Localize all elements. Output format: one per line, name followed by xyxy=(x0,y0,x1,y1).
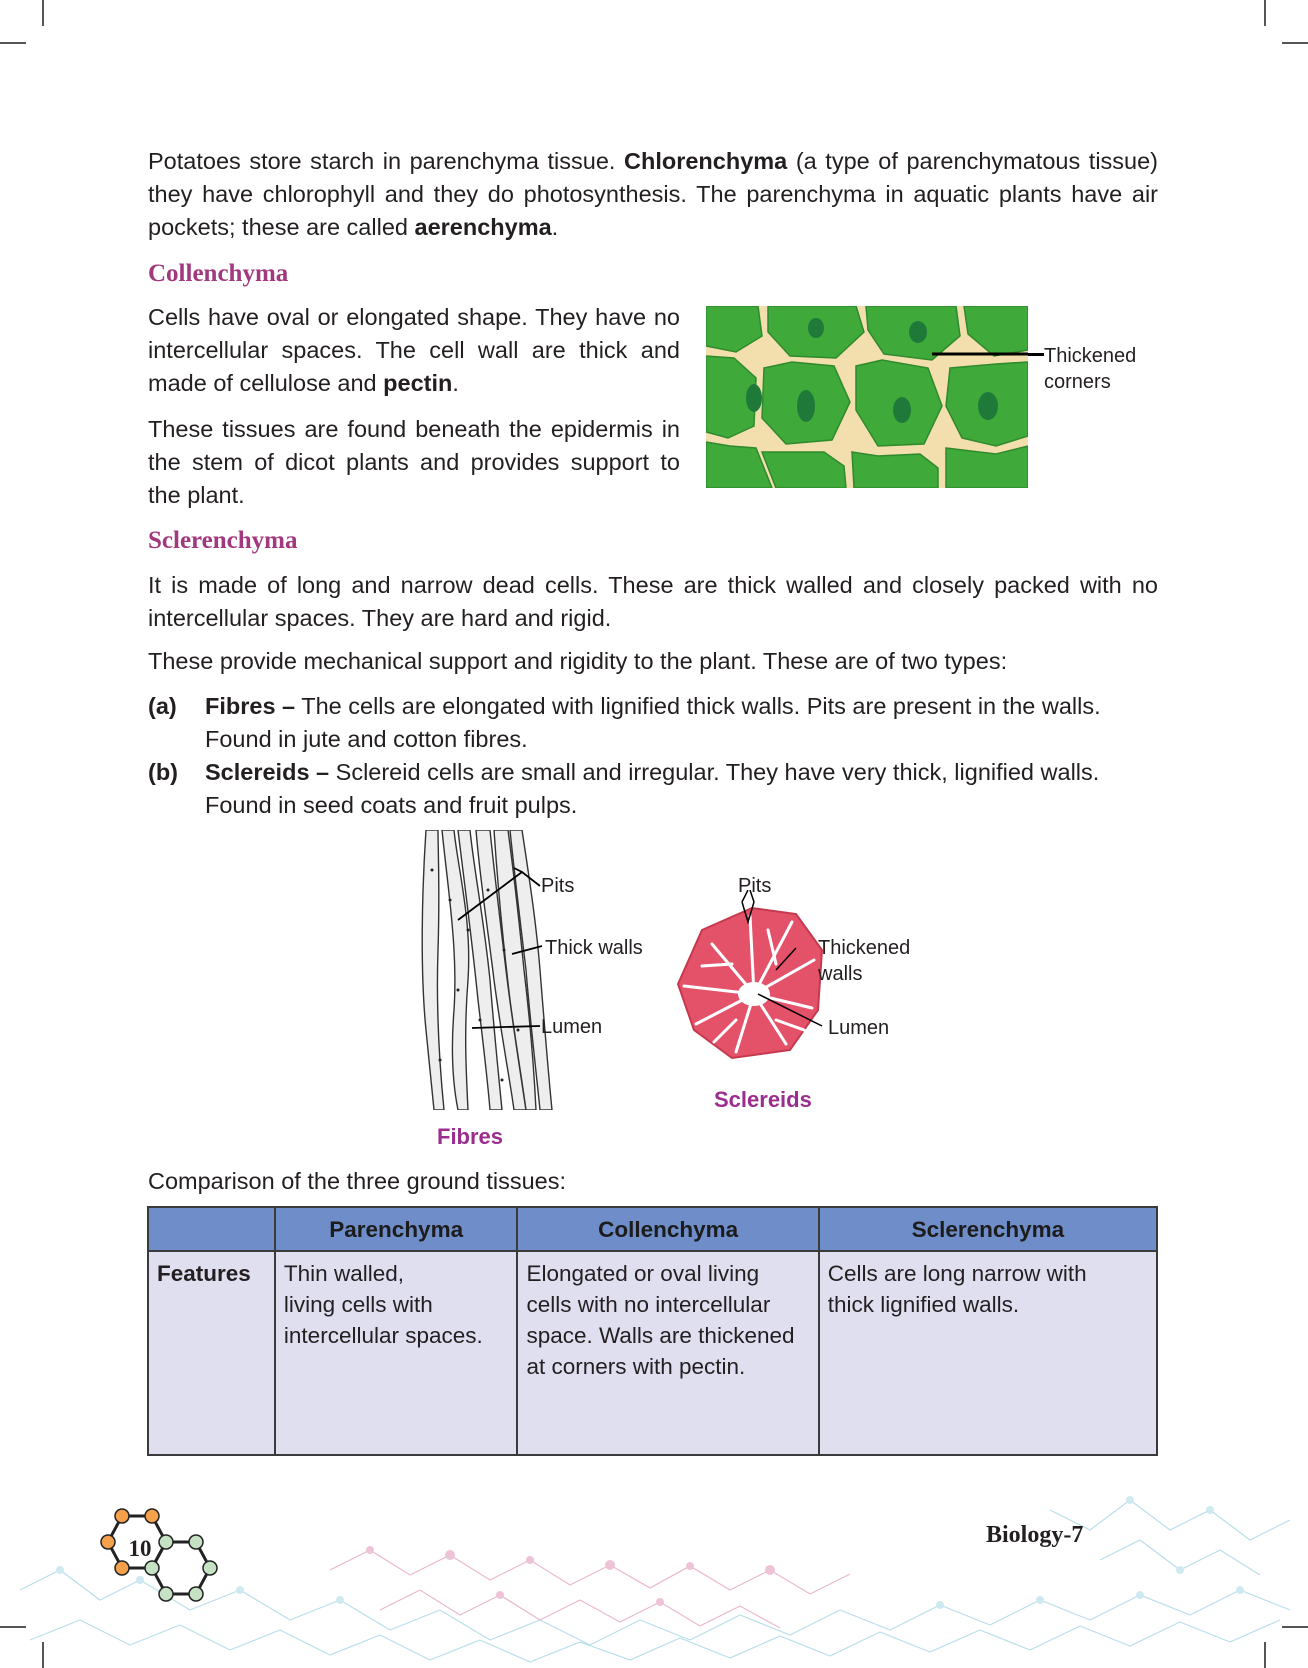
molecule-node xyxy=(656,1598,664,1606)
label-thickened-corners-1: Thickened xyxy=(1044,345,1137,367)
term-chlorenchyma: Chlorenchyma xyxy=(624,148,788,174)
cell-nucleus xyxy=(893,397,911,423)
list-item-fibres xyxy=(148,690,1158,756)
cell-nucleus xyxy=(808,318,824,338)
hexagon-node-green xyxy=(145,1561,159,1575)
table-header-collenchyma: Collenchyma xyxy=(517,1207,818,1251)
intro-text: (a type of parenchymatous tissue) they have chlorophyll and they do photosynthesis. The parenchyma in aquatic plants have air pockets; these are called xyxy=(148,148,1159,240)
intro-paragraph xyxy=(148,145,1158,244)
cell-line: space. Walls are thickened xyxy=(526,1323,795,1348)
label-pointer xyxy=(1028,353,1044,356)
cell-sclerenchyma-features xyxy=(819,1251,1157,1455)
collenchyma-diagram xyxy=(706,306,1028,488)
fibres-label-pits: Pits xyxy=(541,875,575,897)
page-number: 10 xyxy=(128,1536,152,1561)
molecule-node xyxy=(56,1566,64,1574)
intro-text: . xyxy=(551,214,559,240)
cell-line: living cells with xyxy=(283,1292,433,1317)
cell-collenchyma-features xyxy=(517,1251,818,1455)
cell-nucleus xyxy=(978,392,998,420)
crop-mark xyxy=(1264,0,1266,26)
sclerenchyma-heading: Sclerenchyma xyxy=(148,527,298,554)
collenchyma-cell xyxy=(946,446,1028,488)
crop-mark xyxy=(1282,42,1308,44)
list-item-sclereids xyxy=(148,756,1158,822)
sclereids-label-thickened-walls-1: Thickened xyxy=(818,937,911,959)
fibre-strand xyxy=(422,830,444,1110)
molecule-node xyxy=(366,1546,374,1554)
sclereids-caption: Sclereids xyxy=(714,1087,812,1112)
fibre-pit xyxy=(517,1029,520,1032)
collenchyma-paragraph-1 xyxy=(148,301,680,400)
fibre-pit xyxy=(479,1019,482,1022)
page-number-badge xyxy=(92,1504,242,1624)
paragraph-text: Cells have oval or elongated shape. They have no intercellular spaces. The cell wall are thick and made of cellulose and xyxy=(148,304,680,396)
table-header-parenchyma: Parenchyma xyxy=(275,1207,518,1251)
fibre-pit xyxy=(457,989,460,992)
molecule-node xyxy=(1236,1586,1244,1594)
intro-text: Potatoes store starch in parenchyma tissue. xyxy=(148,148,624,174)
molecule-node xyxy=(336,1596,344,1604)
cell-line: Elongated or oval living xyxy=(526,1261,760,1286)
list-text: The cells are elongated with lignified thick walls. Pits are present in the walls. Found in jute and cotton fibres. xyxy=(205,693,1101,752)
molecule-node xyxy=(1176,1566,1184,1574)
sclereid-lumen xyxy=(738,982,770,1006)
collenchyma-heading: Collenchyma xyxy=(148,260,289,287)
fibre-pit xyxy=(503,949,506,952)
molecule-node xyxy=(1036,1596,1044,1604)
sclereids-label-thickened-walls-2: walls xyxy=(818,963,863,985)
fibres-label-lumen: Lumen xyxy=(541,1016,603,1038)
hexagon-node-green xyxy=(159,1587,173,1601)
table-header-empty xyxy=(148,1207,275,1251)
cell-line: intercellular spaces. xyxy=(283,1323,483,1348)
list-marker: (b) xyxy=(148,759,179,785)
hexagon-node-green xyxy=(203,1561,217,1575)
term-sclereids: Sclereids – xyxy=(205,759,330,785)
list-marker: (a) xyxy=(148,693,177,719)
cell-line: thick lignified walls. xyxy=(827,1292,1020,1317)
molecule-bond xyxy=(1050,1500,1290,1540)
table-row xyxy=(148,1251,1157,1455)
fibre-pit xyxy=(439,1059,442,1062)
fibres-caption: Fibres xyxy=(437,1124,504,1149)
cell-line: cells with no intercellular xyxy=(526,1292,771,1317)
fibre-pit xyxy=(431,869,434,872)
comparison-table xyxy=(147,1206,1158,1456)
fibre-pit xyxy=(487,889,490,892)
hexagon-node-orange xyxy=(115,1509,129,1523)
fibres-label-thick-walls: Thick walls xyxy=(545,937,643,959)
hexagon-node-orange xyxy=(115,1561,129,1575)
sclereid-canal xyxy=(702,964,732,966)
molecule-bond xyxy=(380,1590,780,1628)
table-header-sclerenchyma: Sclerenchyma xyxy=(819,1207,1157,1251)
fibres-diagram xyxy=(418,830,618,1110)
molecule-node xyxy=(1126,1496,1134,1504)
molecule-node xyxy=(526,1556,534,1564)
term-fibres: Fibres – xyxy=(205,693,296,719)
term-pectin: pectin xyxy=(383,370,453,396)
hexagon-node-green xyxy=(159,1535,173,1549)
cell-line: Cells are long narrow with xyxy=(827,1261,1087,1286)
cell-nucleus xyxy=(797,390,815,422)
molecule-node xyxy=(445,1550,455,1560)
molecule-node xyxy=(936,1601,944,1609)
hexagon-node-green xyxy=(189,1535,203,1549)
crop-mark xyxy=(0,42,26,44)
collenchyma-cell xyxy=(852,452,938,488)
molecule-node xyxy=(765,1565,775,1575)
cell-line: Thin walled, xyxy=(283,1261,404,1286)
molecule-node xyxy=(1136,1591,1144,1599)
collenchyma-paragraph-2: These tissues are found beneath the epidermis in the stem of dicot plants and provides support to the plant. xyxy=(148,416,680,508)
sclerenchyma-paragraph-1: It is made of long and narrow dead cells. These are thick walled and closely packed with no intercellular spaces. They are hard and rigid. xyxy=(148,572,1158,631)
hexagon-node-orange xyxy=(101,1535,115,1549)
hexagon-outline xyxy=(152,1542,210,1594)
molecule-node xyxy=(1206,1506,1214,1514)
fibre-pit xyxy=(449,899,452,902)
sclereids-label-pits: Pits xyxy=(738,875,772,897)
table-header-row xyxy=(148,1207,1157,1251)
fibre-pit xyxy=(467,929,470,932)
term-aerenchyma: aerenchyma xyxy=(414,214,552,240)
paragraph-text: . xyxy=(452,370,459,396)
sclereids-diagram xyxy=(672,890,842,1070)
fibre-pit xyxy=(501,1079,504,1082)
molecule-node xyxy=(605,1560,615,1570)
cell-parenchyma-features xyxy=(275,1251,518,1455)
sclerenchyma-paragraph-2: These provide mechanical support and rigidity to the plant. These are of two types: xyxy=(148,648,1008,674)
comparison-intro: Comparison of the three ground tissues: xyxy=(148,1168,567,1194)
hexagon-node-orange xyxy=(145,1509,159,1523)
label-thickened-corners-2: corners xyxy=(1044,371,1111,393)
row-label-features: Features xyxy=(148,1251,275,1455)
cell-nucleus xyxy=(909,321,927,343)
molecule-node xyxy=(496,1591,504,1599)
book-title: Biology-7 xyxy=(986,1522,1084,1548)
sclereids-label-lumen: Lumen xyxy=(828,1017,890,1039)
list-text: Sclereid cells are small and irregular. They have very thick, lignified walls. Found in seed coats and fruit pulps. xyxy=(205,759,1100,818)
crop-mark xyxy=(42,0,44,26)
cell-nucleus xyxy=(746,384,762,412)
hexagon-node-green xyxy=(189,1587,203,1601)
cell-line: at corners with pectin. xyxy=(526,1354,746,1379)
molecule-node xyxy=(686,1562,694,1570)
